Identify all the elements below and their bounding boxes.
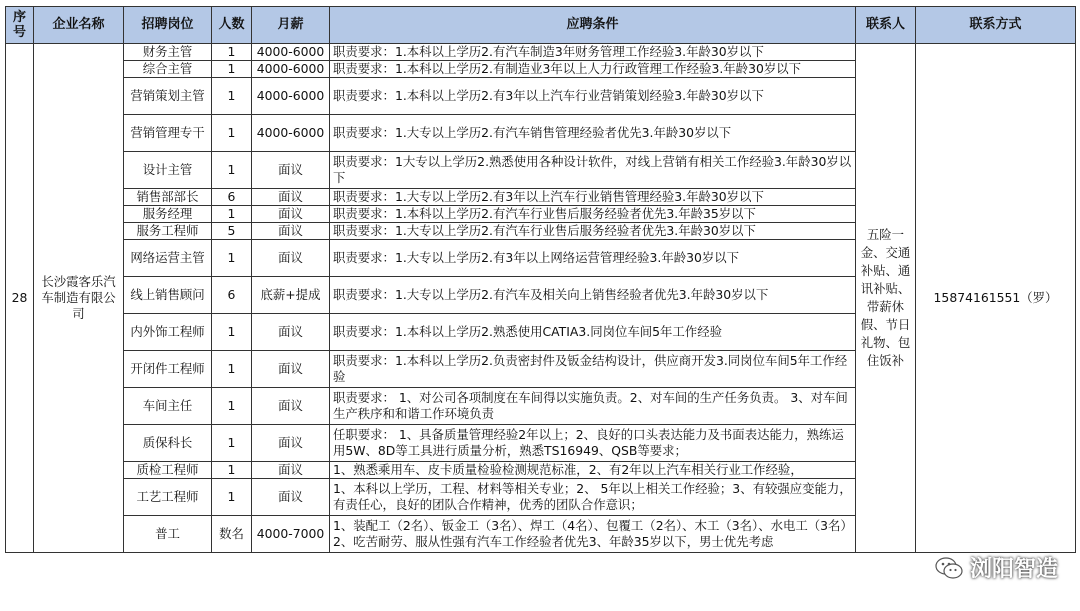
position-cell: 普工: [124, 516, 212, 553]
watermark-text: 浏阳智造: [969, 557, 1058, 582]
header-requirements: 应聘条件: [330, 7, 856, 44]
salary-cell: 面议: [252, 388, 330, 425]
count-cell: 5: [212, 223, 252, 240]
salary-cell: 4000-6000: [252, 115, 330, 152]
count-cell: 1: [212, 425, 252, 462]
position-cell: 工艺工程师: [124, 479, 212, 516]
requirements-cell: 1、本科以上学历，工程、材料等相关专业；2、 5年以上相关工作经验；3、有较强应变能力，有责任心，良好的团队合作精神，优秀的团队合作意识；: [330, 479, 856, 516]
count-cell: 1: [212, 115, 252, 152]
header-count: 人数: [212, 7, 252, 44]
header-contact: 联系方式: [916, 7, 1076, 44]
requirements-cell: 职责要求：1.本科以上学历2.有制造业3年以上人力行政管理工作经验3.年龄30岁以下: [330, 61, 856, 78]
salary-cell: 面议: [252, 240, 330, 277]
count-cell: 6: [212, 277, 252, 314]
table-row: [6, 44, 1076, 61]
header-seq: 序号: [6, 7, 34, 44]
count-cell: 1: [212, 78, 252, 115]
watermark: [934, 552, 1058, 583]
salary-cell: 4000-7000: [252, 516, 330, 553]
requirements-cell: 职责要求：1.本科以上学历2.熟悉使用CATIA3.同岗位车间5年工作经验: [330, 314, 856, 351]
requirements-cell: 职责要求：1.本科以上学历2.有汽车制造3年财务管理工作经验3.年龄30岁以下: [330, 44, 856, 61]
count-cell: 1: [212, 240, 252, 277]
requirements-cell: 任职要求： 1、具备质量管理经验2年以上；2、良好的口头表达能力及书面表达能力，熟练运用5W、8D等工具进行质量分析，熟悉TS16949、QSB等要求；: [330, 425, 856, 462]
salary-cell: 面议: [252, 314, 330, 351]
requirements-cell: 职责要求：1.本科以上学历2.负责密封件及钣金结构设计，供应商开发3.同岗位车间5年工作经验: [330, 351, 856, 388]
requirements-cell: 职责要求：1.大专以上学历2.有3年以上网络运营管理经验3.年龄30岁以下: [330, 240, 856, 277]
count-cell: 1: [212, 61, 252, 78]
requirements-cell: 1、装配工（2名）、钣金工（3名）、焊工（4名）、包覆工（2名）、木工（3名）、水电工（3名）2、吃苦耐劳、服从性强有汽车工作经验者优先3、年龄35岁以下，男士优先考虑: [330, 516, 856, 553]
contact-cell: 15874161551（罗）: [916, 44, 1076, 553]
position-cell: 财务主管: [124, 44, 212, 61]
position-cell: 综合主管: [124, 61, 212, 78]
salary-cell: 面议: [252, 462, 330, 479]
salary-cell: 面议: [252, 223, 330, 240]
count-cell: 数名: [212, 516, 252, 553]
requirements-cell: 职责要求：1.大专以上学历2.有汽车行业售后服务经验者优先3.年龄30岁以下: [330, 223, 856, 240]
requirements-cell: 职责要求：1.本科以上学历2.有汽车行业售后服务经验者优先3.年龄35岁以下: [330, 206, 856, 223]
header-row: [6, 7, 1076, 44]
salary-cell: 4000-6000: [252, 44, 330, 61]
wechat-icon: [934, 556, 964, 580]
position-cell: 质检工程师: [124, 462, 212, 479]
count-cell: 1: [212, 206, 252, 223]
position-cell: 营销管理专干: [124, 115, 212, 152]
requirements-cell: 职责要求：1大专以上学历2.熟悉使用各种设计软件，对线上营销有相关工作经验3.年龄30岁以下: [330, 152, 856, 189]
salary-cell: 底薪+提成: [252, 277, 330, 314]
count-cell: 1: [212, 152, 252, 189]
salary-cell: 面议: [252, 425, 330, 462]
position-cell: 销售部部长: [124, 189, 212, 206]
count-cell: 6: [212, 189, 252, 206]
header-position: 招聘岗位: [124, 7, 212, 44]
requirements-cell: 1、熟悉乘用车、皮卡质量检验检测规范标准，2、有2年以上汽车相关行业工作经验，: [330, 462, 856, 479]
requirements-cell: 职责要求：1.大专以上学历2.有汽车销售管理经验者优先3.年龄30岁以下: [330, 115, 856, 152]
count-cell: 1: [212, 388, 252, 425]
count-cell: 1: [212, 314, 252, 351]
header-company: 企业名称: [34, 7, 124, 44]
position-cell: 内外饰工程师: [124, 314, 212, 351]
benefits-cell: 五险一金、交通补贴、通讯补贴、带薪休假、节日礼物、包住饭补: [856, 44, 916, 553]
requirements-cell: 职责要求：1.大专以上学历2.有汽车及相关向上销售经验者优先3.年龄30岁以下: [330, 277, 856, 314]
position-cell: 质保科长: [124, 425, 212, 462]
position-cell: 设计主管: [124, 152, 212, 189]
position-cell: 营销策划主管: [124, 78, 212, 115]
company-cell: 长沙霞客乐汽车制造有限公司: [34, 44, 124, 553]
recruitment-table: [5, 6, 1076, 553]
count-cell: 1: [212, 462, 252, 479]
position-cell: 服务经理: [124, 206, 212, 223]
header-contact-person: 联系人: [856, 7, 916, 44]
salary-cell: 面议: [252, 351, 330, 388]
requirements-cell: 职责要求：1.大专以上学历2.有3年以上汽车行业销售管理经验3.年龄30岁以下: [330, 189, 856, 206]
position-cell: 开闭件工程师: [124, 351, 212, 388]
position-cell: 线上销售顾问: [124, 277, 212, 314]
salary-cell: 4000-6000: [252, 78, 330, 115]
position-cell: 车间主任: [124, 388, 212, 425]
count-cell: 1: [212, 351, 252, 388]
salary-cell: 面议: [252, 189, 330, 206]
salary-cell: 面议: [252, 479, 330, 516]
count-cell: 1: [212, 479, 252, 516]
position-cell: 服务工程师: [124, 223, 212, 240]
salary-cell: 面议: [252, 206, 330, 223]
position-cell: 网络运营主管: [124, 240, 212, 277]
requirements-cell: 职责要求：1.本科以上学历2.有3年以上汽车行业营销策划经验3.年龄30岁以下: [330, 78, 856, 115]
seq-cell: 28: [6, 44, 34, 553]
count-cell: 1: [212, 44, 252, 61]
header-salary: 月薪: [252, 7, 330, 44]
requirements-cell: 职责要求： 1、对公司各项制度在车间得以实施负责。2、对车间的生产任务负责。 3、对车间生产秩序和和谐工作环境负责: [330, 388, 856, 425]
salary-cell: 4000-6000: [252, 61, 330, 78]
salary-cell: 面议: [252, 152, 330, 189]
